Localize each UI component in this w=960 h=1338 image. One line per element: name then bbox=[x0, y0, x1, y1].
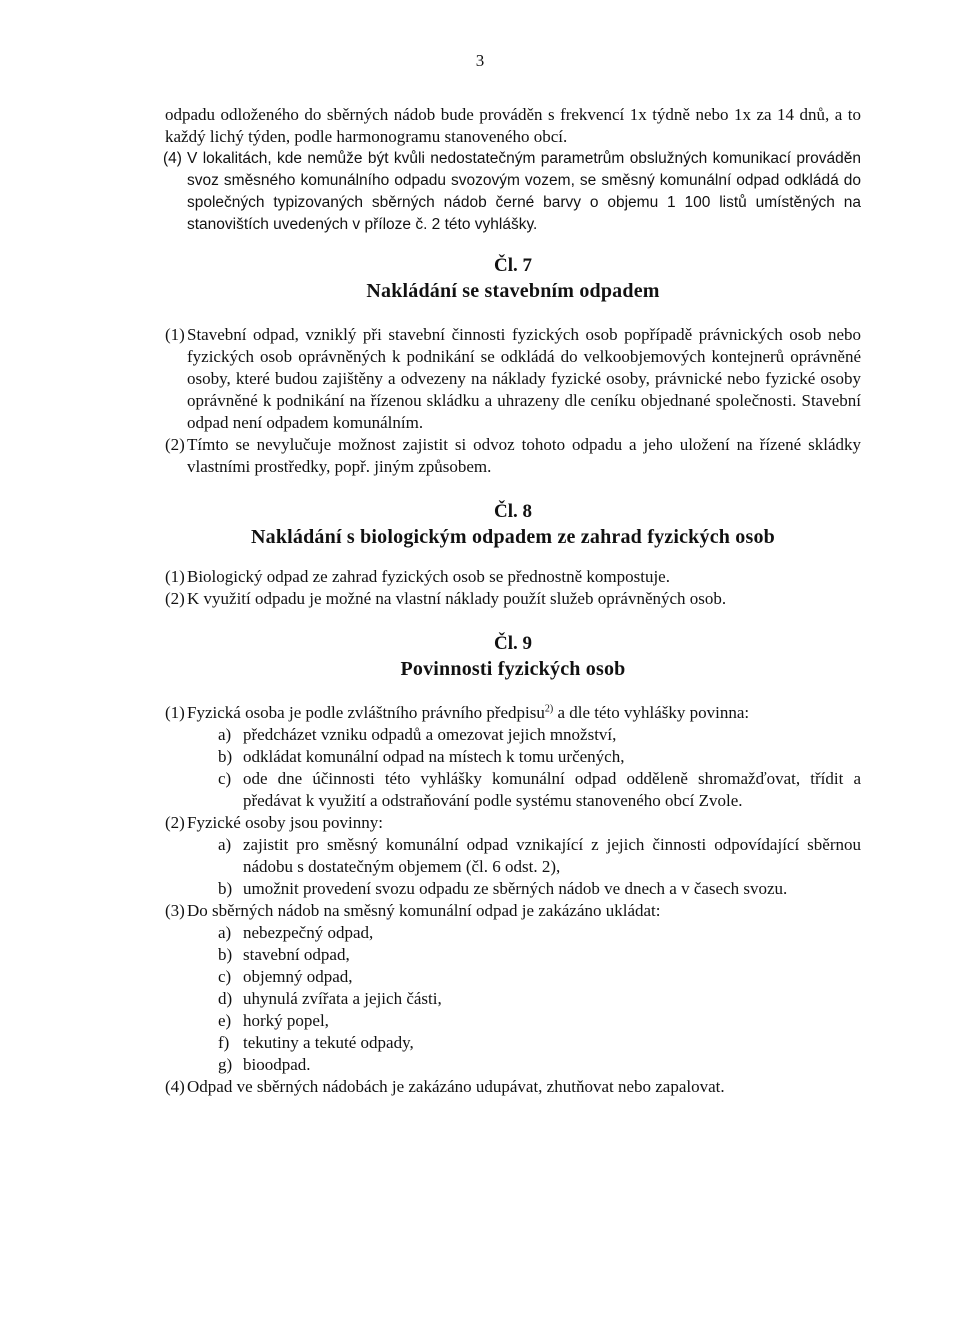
art7-item-2 bbox=[165, 434, 861, 478]
sub-letter: f) bbox=[218, 1033, 230, 1052]
article-7-title: Nakládání se stavebním odpadem bbox=[366, 280, 660, 302]
item-number: (4) bbox=[163, 150, 182, 167]
sub-letter: a) bbox=[218, 835, 232, 854]
sub-item bbox=[218, 746, 861, 768]
document-body bbox=[165, 104, 861, 1098]
item-number: (4) bbox=[165, 1077, 185, 1096]
sub-item bbox=[218, 724, 861, 746]
intro-item-4 bbox=[163, 148, 861, 236]
item-text: Do sběrných nádob na směsný komunální odpad je zakázáno ukládat: bbox=[187, 901, 661, 920]
article-7-number: Čl. 7 bbox=[494, 255, 532, 276]
sub-item bbox=[218, 988, 861, 1010]
sub-text: ode dne účinnosti této vyhlášky komunální odpad odděleně shromažďovat, třídit a předávat k využití a odstraňování podle systému stanoveného obcí Zvole. bbox=[243, 769, 861, 810]
sub-letter: g) bbox=[218, 1055, 233, 1074]
sub-letter: c) bbox=[218, 769, 232, 788]
sub-text: bioodpad. bbox=[243, 1055, 311, 1074]
sub-item bbox=[218, 966, 861, 988]
item-number: (2) bbox=[165, 435, 185, 454]
sub-item bbox=[218, 1010, 861, 1032]
item-number: (1) bbox=[165, 325, 185, 344]
sub-letter: b) bbox=[218, 747, 233, 766]
item-text: Fyzické osoby jsou povinny: bbox=[187, 813, 383, 832]
sub-text: horký popel, bbox=[243, 1011, 329, 1030]
sub-letter: a) bbox=[218, 725, 232, 744]
sub-text: nebezpečný odpad, bbox=[243, 923, 374, 942]
sub-item bbox=[218, 944, 861, 966]
item-text-after: a dle této vyhlášky povinna: bbox=[553, 703, 750, 722]
item-text: V lokalitách, kde nemůže být kvůli nedostatečným parametrům obslužných komunikací prováděn svoz směsného komunálního odpadu svozovým vozem, se směsný komunální odpad odkládá do společných typizovaných sběrných nádob černé barvy o objemu 1 100 listů umístěných na stanovištích uvedených v příloze č. 2 této vyhlášky. bbox=[187, 150, 861, 233]
item-number: (3) bbox=[165, 901, 185, 920]
sub-item bbox=[218, 878, 861, 900]
art9-item-3 bbox=[165, 900, 861, 922]
article-9-number: Čl. 9 bbox=[494, 633, 532, 654]
item-text: Stavební odpad, vzniklý při stavební činnosti fyzických osob popřípadě právnických osob nebo fyzických osob oprávněných k podnikání se odkládá do velkoobjemových kontejnerů oprávněné osoby, které budou zajištěny a odvezeny na náklady fyzické osoby, právnické nebo fyzické osoby oprávněné k podnikání na řízenou skládku a uhrazeny dle ceníku objednané společnosti. Stavební odpad není odpadem komunálním. bbox=[187, 325, 861, 432]
sub-letter: b) bbox=[218, 945, 233, 964]
item-text: Biologický odpad ze zahrad fyzických osob se přednostně kompostuje. bbox=[187, 567, 670, 586]
sub-text: uhynulá zvířata a jejich části, bbox=[243, 989, 442, 1008]
sub-letter: a) bbox=[218, 923, 232, 942]
sub-item bbox=[218, 922, 861, 944]
item-text: Odpad ve sběrných nádobách je zakázáno udupávat, zhutňovat nebo zapalovat. bbox=[187, 1077, 725, 1096]
sub-letter: b) bbox=[218, 879, 233, 898]
article-8-title: Nakládání s biologickým odpadem ze zahrad fyzických osob bbox=[250, 526, 776, 548]
sub-text: zajistit pro směsný komunální odpad vznikající z jejich činnosti odpovídající sběrnou nádobu s dostatečným objemem (čl. 6 odst. 2), bbox=[243, 835, 861, 876]
item-text: Tímto se nevylučuje možnost zajistit si odvoz tohoto odpadu a jeho uložení na řízené skládky vlastními prostředky, popř. jiným způsobem. bbox=[187, 435, 861, 476]
sub-text: tekutiny a tekuté odpady, bbox=[243, 1033, 414, 1052]
page-number: 3 bbox=[475, 51, 485, 70]
art9-item-4 bbox=[165, 1076, 861, 1098]
article-8-number: Čl. 8 bbox=[494, 501, 532, 522]
sub-item bbox=[218, 834, 861, 878]
sub-item bbox=[218, 768, 861, 812]
sub-text: odkládat komunální odpad na místech k tomu určených, bbox=[243, 747, 625, 766]
sub-item bbox=[218, 1054, 861, 1076]
art9-item-2 bbox=[165, 812, 861, 834]
item-text: K využití odpadu je možné na vlastní náklady použít služeb oprávněných osob. bbox=[187, 589, 727, 608]
art8-item-2 bbox=[165, 588, 861, 610]
sub-text: předcházet vzniku odpadů a omezovat jejich množství, bbox=[243, 725, 617, 744]
sub-letter: e) bbox=[218, 1011, 232, 1030]
sub-letter: d) bbox=[218, 989, 233, 1008]
art8-item-1 bbox=[165, 566, 861, 588]
art7-item-1 bbox=[165, 324, 861, 434]
sub-text: stavební odpad, bbox=[243, 945, 350, 964]
sub-text: umožnit provedení svozu odpadu ze sběrných nádob ve dnech a v časech svozu. bbox=[243, 879, 788, 898]
sub-letter: c) bbox=[218, 967, 232, 986]
article-9-title: Povinnosti fyzických osob bbox=[400, 658, 626, 680]
footnote-ref: 2) bbox=[544, 703, 554, 715]
intro-continuation: odpadu odloženého do sběrných nádob bude prováděn s frekvencí 1x týdně nebo 1x za 14 dnů, a to každý lichý týden, podle harmonogramu stanoveného obcí. bbox=[165, 105, 861, 146]
item-number: (2) bbox=[165, 589, 185, 608]
item-text-before: Fyzická osoba je podle zvláštního právního předpisu bbox=[187, 703, 545, 722]
art9-item-1 bbox=[165, 702, 861, 724]
item-number: (2) bbox=[165, 813, 185, 832]
item-number: (1) bbox=[165, 703, 185, 722]
sub-text: objemný odpad, bbox=[243, 967, 353, 986]
item-text bbox=[187, 702, 861, 724]
item-number: (1) bbox=[165, 567, 185, 586]
sub-item bbox=[218, 1032, 861, 1054]
